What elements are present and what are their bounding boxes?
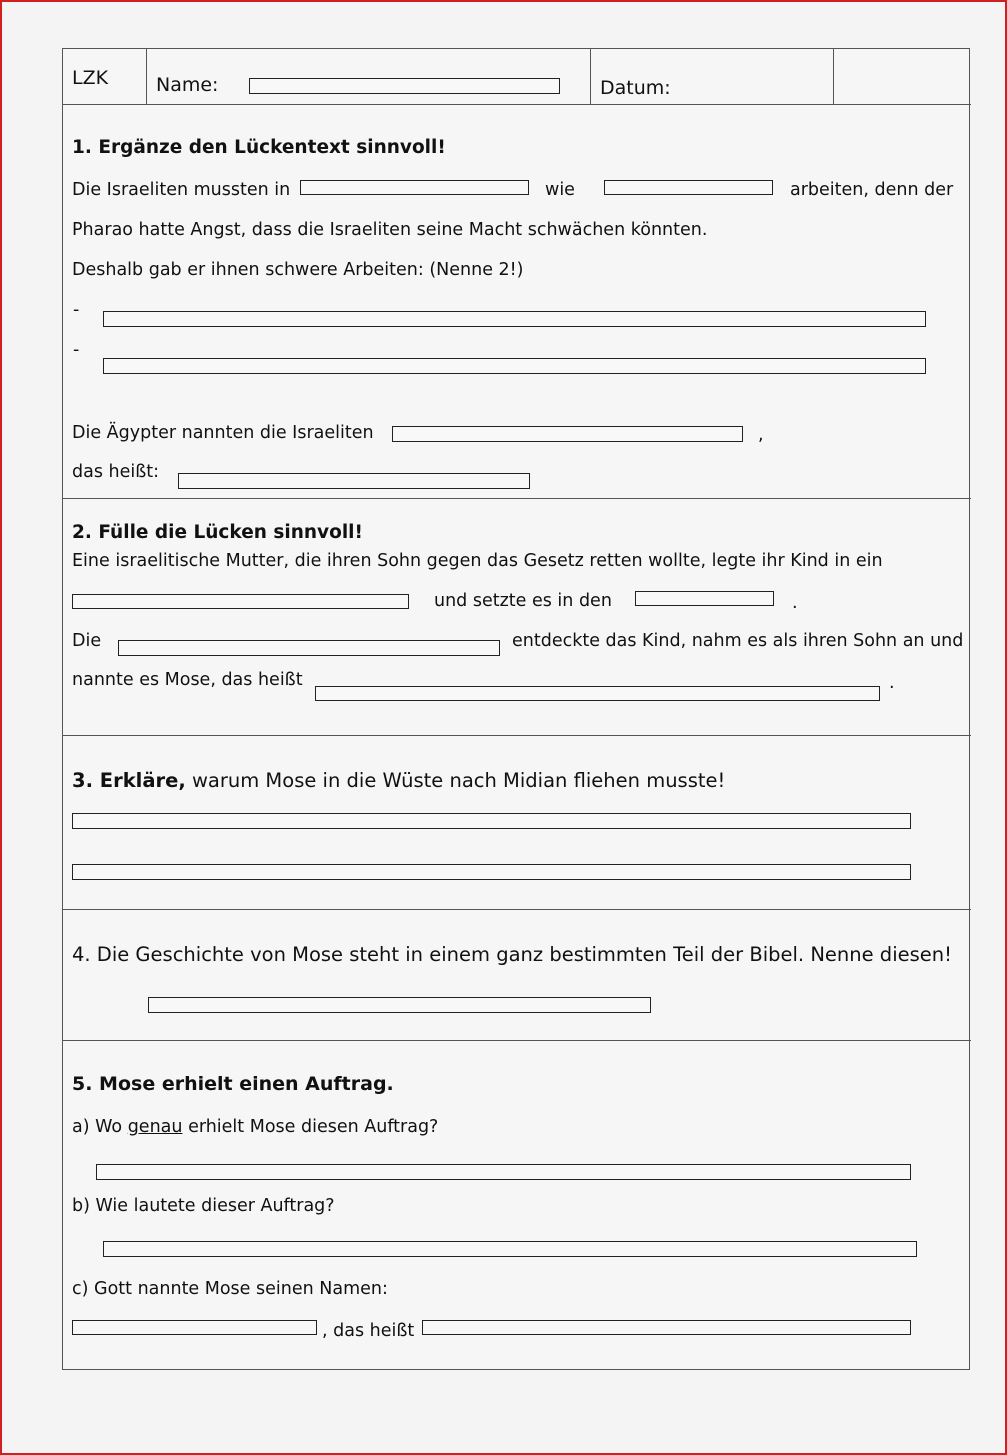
task2-text: nannte es Mose, das heißt (72, 670, 303, 690)
blank-field[interactable] (392, 426, 743, 442)
task2-text: und setzte es in den (434, 591, 612, 611)
task5-b: b) Wie lautete dieser Auftrag? (72, 1196, 335, 1216)
answer-field[interactable] (103, 358, 926, 374)
divider (63, 104, 971, 105)
task4-title: 4. Die Geschichte von Mose steht in einem ganz bestimmten Teil der Bibel. Nenne diesen! (72, 943, 952, 966)
task2-text: Eine israelitische Mutter, die ihren Sohn gegen das Gesetz retten wollte, legte ihr Kind in ein (72, 551, 883, 571)
date-label: Datum: (600, 77, 671, 99)
dot: . (792, 593, 798, 613)
divider (63, 909, 971, 910)
dash: - (73, 340, 80, 360)
task1-text: Deshalb gab er ihnen schwere Arbeiten: (Nenne 2!) (72, 260, 524, 280)
answer-field[interactable] (96, 1164, 911, 1180)
task5-title: 5. Mose erhielt einen Auftrag. (72, 1073, 394, 1095)
task2-title: 2. Fülle die Lücken sinnvoll! (72, 522, 363, 543)
blank-field[interactable] (300, 180, 529, 195)
header-divider (146, 49, 147, 104)
task5-c: c) Gott nannte Mose seinen Namen: (72, 1279, 388, 1299)
task5-a: a) Wo genau erhielt Mose diesen Auftrag? (72, 1117, 439, 1137)
task1-title: 1. Ergänze den Lückentext sinnvoll! (72, 137, 446, 158)
blank-field[interactable] (635, 591, 774, 606)
task2-text: entdeckte das Kind, nahm es als ihren Sohn an und (512, 631, 964, 651)
task3-title: 3. Erkläre, warum Mose in die Wüste nach Midian fliehen musste! (72, 769, 726, 792)
date-field[interactable] (835, 51, 967, 101)
divider (63, 735, 971, 736)
divider (63, 1040, 971, 1041)
header-divider (833, 49, 834, 104)
dash: - (73, 300, 80, 320)
task1-text: Pharao hatte Angst, dass die Israeliten seine Macht schwächen könnten. (72, 220, 708, 240)
answer-field[interactable] (103, 1241, 917, 1257)
task1-text: wie (545, 180, 575, 200)
meaning-answer-field[interactable] (422, 1320, 911, 1335)
answer-field[interactable] (148, 997, 651, 1013)
blank-field[interactable] (315, 686, 880, 701)
header-divider (590, 49, 591, 104)
name-label: Name: (156, 74, 219, 96)
blank-field[interactable] (604, 180, 773, 195)
answer-field[interactable] (103, 311, 926, 327)
answer-field[interactable] (72, 813, 911, 829)
dot: . (889, 673, 895, 693)
blank-field[interactable] (118, 640, 500, 656)
answer-field[interactable] (72, 864, 911, 880)
name-answer-field[interactable] (72, 1320, 317, 1335)
worksheet (62, 48, 970, 1370)
blank-field[interactable] (72, 594, 409, 609)
task2-text: Die (72, 631, 102, 651)
lzk-label: LZK (72, 67, 109, 89)
task1-text: arbeiten, denn der (790, 180, 954, 200)
blank-field[interactable] (178, 473, 530, 489)
comma: , (758, 425, 764, 445)
task1-text: Die Israeliten mussten in (72, 180, 291, 200)
task1-text: das heißt: (72, 462, 160, 482)
divider (63, 498, 971, 499)
task1-text: Die Ägypter nannten die Israeliten (72, 423, 374, 443)
task5-c-mid: , das heißt (322, 1321, 415, 1341)
name-field[interactable] (249, 78, 560, 94)
